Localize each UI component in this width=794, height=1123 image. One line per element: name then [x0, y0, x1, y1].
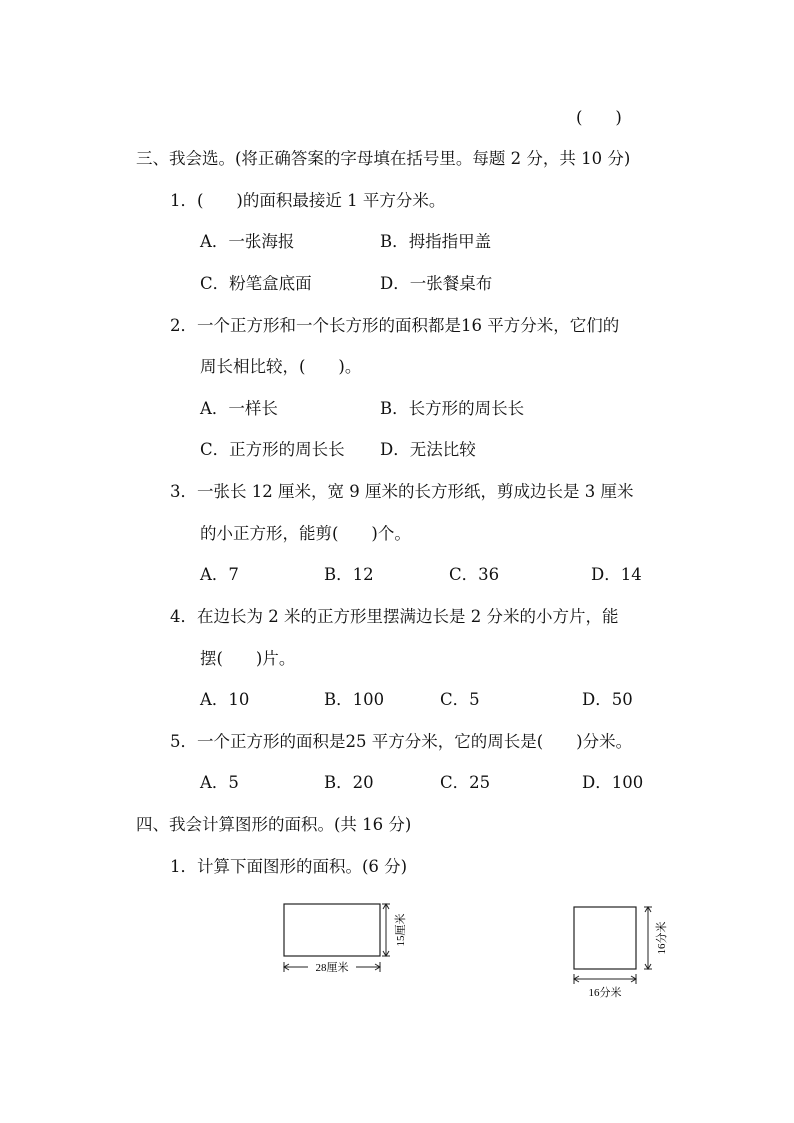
rectangle-shape: [284, 904, 380, 956]
square-height-label: 16分米: [656, 921, 668, 955]
q5-option-d: D．100: [582, 773, 644, 792]
q4-stem-line1: 4．在边长为 2 米的正方形里摆满边长是 2 分米的小方片，能: [170, 607, 619, 626]
s4-q1-stem: 1．计算下面图形的面积。(6 分): [170, 857, 408, 876]
rectangle-figure: [276, 898, 416, 980]
q3-stem-line2: 的小正方形，能剪( )个。: [200, 524, 411, 543]
q4-option-b: B．100: [324, 690, 385, 709]
rectangle-width-label: 28厘米: [315, 962, 349, 974]
q4-option-d: D．50: [582, 690, 633, 709]
q5-option-b: B．20: [324, 773, 374, 792]
q2-option-d: D．无法比较: [380, 440, 476, 459]
q1-option-b: B．拇指指甲盖: [380, 232, 492, 251]
q5-option-c: C．25: [440, 773, 491, 792]
q2-option-b: B．长方形的周长长: [380, 399, 525, 418]
q5-stem: 5．一个正方形的面积是25 平方分米，它的周长是( )分米。: [170, 732, 633, 751]
q3-option-b: B．12: [324, 565, 374, 584]
q4-option-a: A．10: [200, 690, 250, 709]
q3-stem-line1: 3．一张长 12 厘米，宽 9 厘米的长方形纸，剪成边长是 3 厘米: [170, 482, 634, 501]
q3-option-c: C．36: [449, 565, 500, 584]
q3-option-a: A．7: [200, 565, 239, 584]
q1-stem: 1．( )的面积最接近 1 平方分米。: [170, 191, 446, 210]
q4-option-c: C．5: [440, 690, 480, 709]
q2-stem-line2: 周长相比较，( )。: [200, 357, 362, 376]
q1-option-a: A．一张海报: [200, 232, 295, 251]
rectangle-height-label: 15厘米: [395, 913, 407, 947]
q1-option-d: D．一张餐桌布: [380, 274, 493, 293]
answer-paren: ( ): [576, 108, 622, 127]
section-3-heading: 三、我会选。(将正确答案的字母填在括号里。每题 2 分，共 10 分): [136, 149, 631, 168]
rectangle-height-dimension: [382, 904, 390, 956]
q2-option-c: C．正方形的周长长: [200, 440, 345, 459]
q5-option-a: A．5: [200, 773, 239, 792]
square-width-label: 16分米: [588, 987, 622, 999]
q3-option-d: D．14: [591, 565, 642, 584]
section-4-heading: 四、我会计算图形的面积。(共 16 分): [136, 815, 412, 834]
square-shape: [574, 907, 636, 969]
square-width-dimension: [574, 974, 636, 984]
q1-option-c: C．粉笔盒底面: [200, 274, 312, 293]
q2-option-a: A．一样长: [200, 399, 278, 418]
square-height-dimension: [644, 907, 652, 969]
q4-stem-line2: 摆( )片。: [200, 649, 296, 668]
square-figure: [566, 900, 678, 1004]
q2-stem-line1: 2．一个正方形和一个长方形的面积都是16 平方分米，它们的: [170, 316, 620, 335]
